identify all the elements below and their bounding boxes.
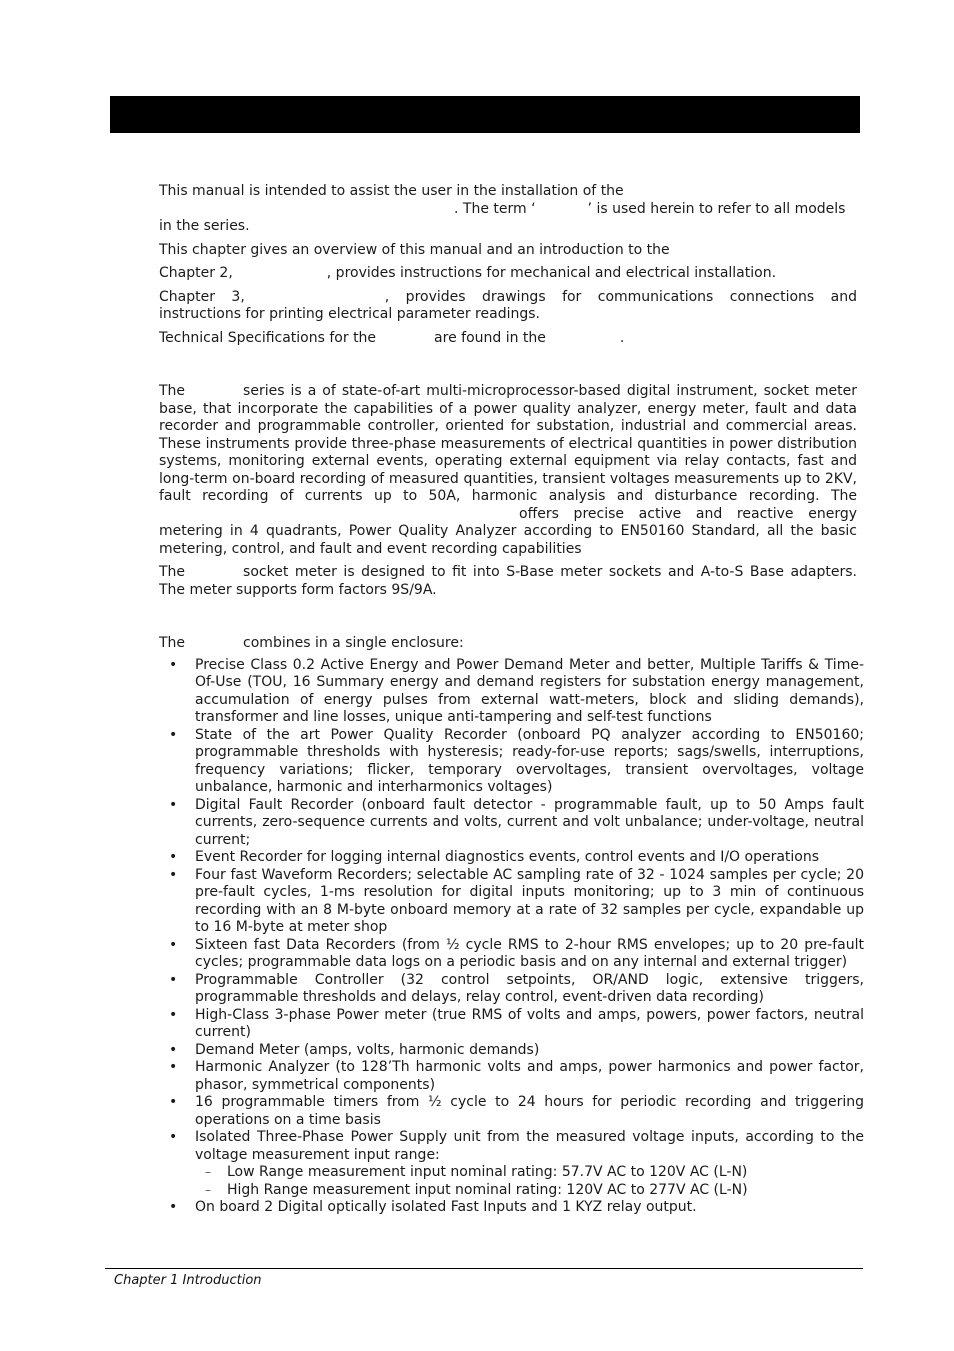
- chapter3-paragraph: Chapter 3, , provides drawings for communications connections and instructions for printing electrical parameter readings.: [159, 288, 857, 322]
- intro-paragraph: This manual is intended to assist the user in the installation of the . The term ‘ ’ is used herein to refer to all models in the series.: [159, 183, 846, 234]
- list-item: • 16 programmable timers from ½ cycle to 24 hours for periodic recording and triggering operations on a time basis: [159, 1094, 864, 1129]
- sub-list-item: – High Range measurement input nominal rating: 120V AC to 277V AC (L-N): [195, 1182, 864, 1200]
- document-body: [159, 183, 864, 1217]
- list-item: • Precise Class 0.2 Active Energy and Power Demand Meter and better, Multiple Tariffs & Time-Of-Use (TOU, 16 Summary energy and demand registers for substation energy management, accumulation of energy pulses from external watt-meters, block and sliding demands), transformer and line losses, unique anti-tampering and self-test functions: [159, 657, 864, 727]
- chapter-title-bar: [110, 96, 860, 133]
- specs-paragraph: Technical Specifications for the are found in the .: [159, 329, 625, 346]
- list-item: • High-Class 3-phase Power meter (true RMS of volts and amps, powers, power factors, neutral current): [159, 1007, 864, 1042]
- list-item: • Digital Fault Recorder (onboard fault detector - programmable fault, up to 50 Amps fault currents, zero-sequence currents and volts, current and volt unbalance; under-voltage, neutral current;: [159, 797, 864, 850]
- features-list: [159, 657, 864, 1217]
- sub-list-item: – Low Range measurement input nominal rating: 57.7V AC to 120V AC (L-N): [195, 1164, 864, 1182]
- chapter-overview-paragraph: This chapter gives an overview of this manual and an introduction to the: [159, 241, 670, 258]
- list-item: • State of the art Power Quality Recorder (onboard PQ analyzer according to EN50160; programmable thresholds with hysteresis; ready-for-use reports; sags/swells, interruptions, frequency variations; flicker, temporary overvoltages, transient overvoltages, voltage unbalance, harmonic and interharmonics voltages): [159, 727, 864, 797]
- list-item: • Sixteen fast Data Recorders (from ½ cycle RMS to 2-hour RMS envelopes; up to 20 pre-fault cycles; programmable data logs on a periodic basis and on any internal and external trigger): [159, 937, 864, 972]
- footer-chapter-label: Chapter 1 Introduction: [114, 1273, 262, 1288]
- voltage-range-sublist: [195, 1164, 864, 1199]
- features-lead: The combines in a single enclosure:: [159, 635, 464, 651]
- series-overview-paragraph: The series is a of state-of-art multi-microprocessor-based digital instrument, socket meter base, that incorporate the capabilities of a power quality analyzer, energy meter, fault and data recorder and programmable controller, oriented for substation, industrial and commercial areas. These instruments provide three-phase measurements of electrical quantities in power distribution systems, monitoring external events, operating external equipment via relay contacts, fast and long-term on-board recording of measured quantities, transient voltages measurements up to 2KV, fault recording of currents up to 50A, harmonic analysis and disturbance recording. Theoffers precise active and reactive energy metering in 4 quadrants, Power Quality Analyzer according to EN50160 Standard, all the basic metering, control, and fault and event recording capabilities: [159, 383, 857, 557]
- list-item: • Event Recorder for logging internal diagnostics events, control events and I/O operations: [159, 849, 864, 867]
- chapter2-paragraph: Chapter 2, , provides instructions for mechanical and electrical installation.: [159, 265, 777, 281]
- footer-divider: [105, 1268, 863, 1269]
- list-item: • Four fast Waveform Recorders; selectable AC sampling rate of 32 - 1024 samples per cycle; 20 pre-fault cycles, 1-ms resolution for digital inputs monitoring; up to 3 min of continuous recording with an 8 M-byte onboard memory at a rate of 32 samples per cycle, expandable up to 16 M-byte at meter shop: [159, 867, 864, 937]
- list-item-power-supply: • Isolated Three-Phase Power Supply unit from the measured voltage inputs, according to the voltage measurement input range: – Low Range measurement input nominal rating: 57.7V AC to 120V AC (L-N) – High Range measurement input nominal rating: 120V AC to 277V AC (L-N): [159, 1129, 864, 1199]
- list-item: • On board 2 Digital optically isolated Fast Inputs and 1 KYZ relay output.: [159, 1199, 864, 1217]
- list-item: • Harmonic Analyzer (to 128’Th harmonic volts and amps, power harmonics and power factor, phasor, symmetrical components): [159, 1059, 864, 1094]
- list-item: • Demand Meter (amps, volts, harmonic demands): [159, 1042, 864, 1060]
- socket-meter-paragraph: The socket meter is designed to fit into S-Base meter sockets and A-to-S Base adapters. The meter supports form factors 9S/9A.: [159, 564, 857, 598]
- list-item: • Programmable Controller (32 control setpoints, OR/AND logic, extensive triggers, programmable thresholds and delays, relay control, event-driven data recording): [159, 972, 864, 1007]
